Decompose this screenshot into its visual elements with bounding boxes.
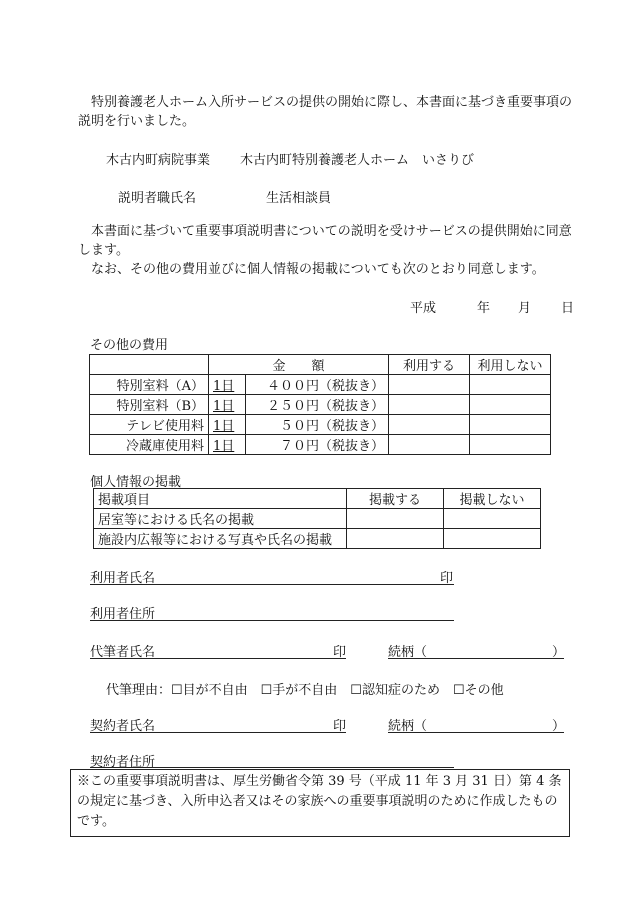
- proxy-reason[interactable]: 代筆理由：☐目が不自由 ☐手が不自由 ☐認知症のため ☐その他: [106, 683, 504, 698]
- contractor-address-line[interactable]: [90, 767, 454, 768]
- fee-price: ２５０円（税抜き）: [246, 395, 389, 415]
- fee-item: 特別室料（A）: [90, 375, 209, 395]
- user-address-label: 利用者住所: [90, 607, 156, 622]
- not-use-cell[interactable]: [470, 435, 551, 455]
- privacy-heading: 個人情報の掲載: [90, 475, 182, 490]
- contractor-relation-close: ）: [552, 719, 566, 734]
- table-row: [90, 375, 551, 395]
- proxy-relation-line[interactable]: [388, 658, 564, 659]
- table-row: [90, 435, 551, 455]
- publish-cell[interactable]: [347, 529, 444, 549]
- contractor-seal: 印: [333, 719, 347, 734]
- contractor-name-label: 契約者氏名: [90, 719, 156, 734]
- explainer-title: 生活相談員: [266, 191, 332, 206]
- fee-unit: 1日: [209, 435, 246, 455]
- fees-heading: その他の費用: [90, 338, 169, 353]
- proxy-name-line[interactable]: [90, 658, 346, 659]
- user-name-line[interactable]: [90, 584, 454, 585]
- fee-unit: 1日: [209, 415, 246, 435]
- table-row: [90, 395, 551, 415]
- date-year: 年: [477, 301, 491, 316]
- not-publish-cell[interactable]: [444, 529, 541, 549]
- contractor-relation-label: 続柄（: [388, 719, 428, 734]
- facility-name: 木古内町特別養護老人ホーム いさりび: [240, 153, 475, 168]
- fee-price: ７０円（税抜き）: [246, 435, 389, 455]
- consent-text: 本書面に基づいて重要事項説明書についての説明を受けサービスの提供開始に同意します。: [78, 224, 572, 258]
- column-header: 金 額: [209, 355, 389, 375]
- user-name-label: 利用者氏名: [90, 571, 156, 586]
- column-header: [90, 355, 209, 375]
- table-row: [94, 509, 541, 529]
- privacy-table: [93, 488, 541, 549]
- fee-item: テレビ使用料: [90, 415, 209, 435]
- column-header: 掲載項目: [94, 489, 347, 509]
- consent-additional-text: なお、その他の費用並びに個人情報の掲載についても次のとおり同意します。: [91, 262, 545, 277]
- fee-item: 冷蔵庫使用料: [90, 435, 209, 455]
- fee-unit: 1日: [209, 395, 246, 415]
- fee-price: ５０円（税抜き）: [246, 415, 389, 435]
- column-header: 掲載しない: [444, 489, 541, 509]
- not-use-cell[interactable]: [470, 375, 551, 395]
- legal-notice: ※この重要事項説明書は、厚生労働省令第 39 号（平成 11 年 3 月 31 日）第 4 条の規定に基づき、入所申込者又はその家族への重要事項説明のために作成したものです。: [70, 769, 570, 837]
- use-cell[interactable]: [389, 375, 470, 395]
- date-day: 日: [561, 301, 575, 316]
- fees-table: [89, 354, 551, 455]
- not-use-cell[interactable]: [470, 415, 551, 435]
- table-header-row: [90, 355, 551, 375]
- date-month: 月: [518, 301, 532, 316]
- date-era: 平成: [410, 301, 437, 316]
- column-header: 利用する: [389, 355, 470, 375]
- fee-item: 特別室料（B）: [90, 395, 209, 415]
- contractor-relation-line[interactable]: [388, 732, 564, 733]
- proxy-name-label: 代筆者氏名: [90, 645, 156, 660]
- publish-cell[interactable]: [347, 509, 444, 529]
- explainer-label: 説明者職氏名: [118, 191, 197, 206]
- user-seal: 印: [440, 571, 454, 586]
- use-cell[interactable]: [389, 415, 470, 435]
- use-cell[interactable]: [389, 435, 470, 455]
- facility-operator: 木古内町病院事業: [106, 153, 211, 168]
- privacy-item: 施設内広報等における写真や氏名の掲載: [94, 529, 347, 549]
- proxy-seal: 印: [333, 645, 347, 660]
- privacy-item: 居室等における氏名の掲載: [94, 509, 347, 529]
- contractor-name-line[interactable]: [90, 732, 346, 733]
- proxy-relation-label: 続柄（: [388, 645, 428, 660]
- column-header: 掲載する: [347, 489, 444, 509]
- contractor-address-label: 契約者住所: [90, 755, 156, 770]
- proxy-relation-close: ）: [552, 645, 566, 660]
- user-address-line[interactable]: [90, 620, 454, 621]
- fee-price: ４００円（税抜き）: [246, 375, 389, 395]
- not-use-cell[interactable]: [470, 395, 551, 415]
- table-row: [90, 415, 551, 435]
- not-publish-cell[interactable]: [444, 509, 541, 529]
- table-row: [94, 529, 541, 549]
- intro-text: 特別養護老人ホーム入所サービスの提供の開始に際し、本書面に基づき重要事項の説明を行いました。: [78, 95, 573, 129]
- column-header: 利用しない: [470, 355, 551, 375]
- fee-unit: 1日: [209, 375, 246, 395]
- use-cell[interactable]: [389, 395, 470, 415]
- table-header-row: [94, 489, 541, 509]
